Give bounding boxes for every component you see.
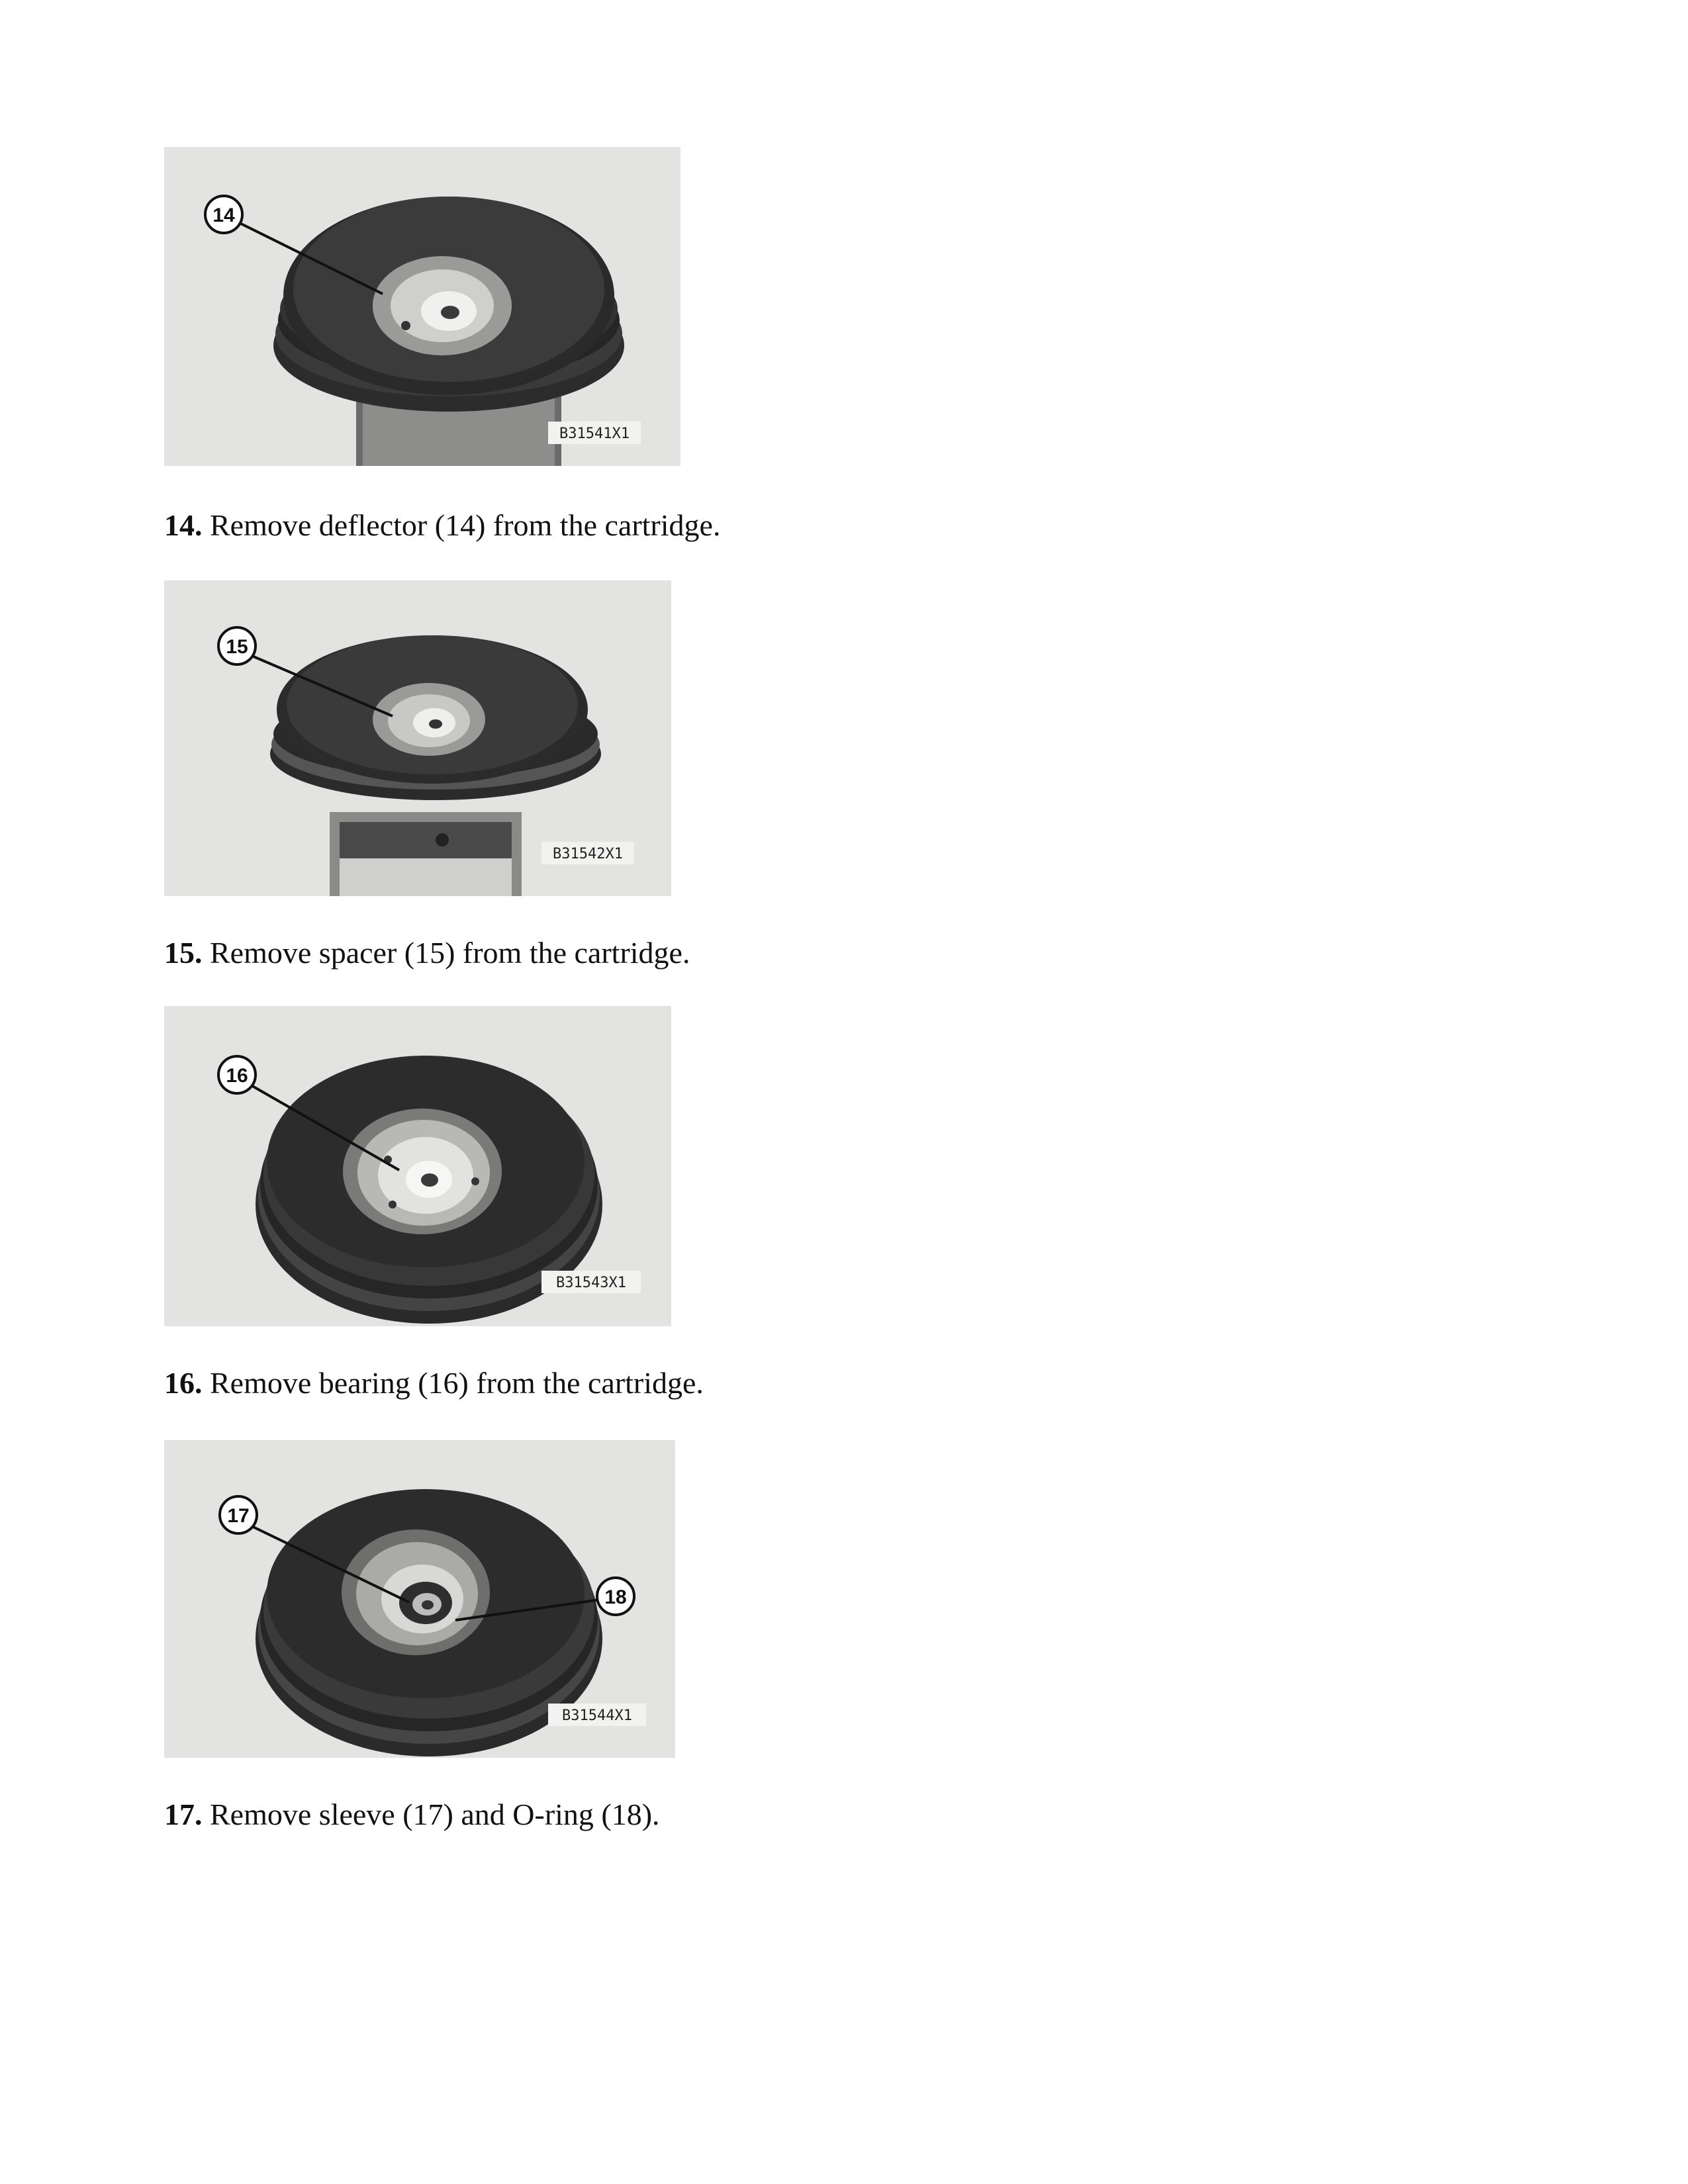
callout-label-17: 17 — [227, 1505, 250, 1527]
cartridge-photo-sleeve-oring — [164, 1440, 675, 1758]
step-17-caption — [164, 1796, 660, 1833]
figure-step-17 — [164, 1440, 675, 1758]
step-text: Remove deflector (14) from the cartridge. — [202, 508, 721, 542]
callout-label-14: 14 — [212, 205, 235, 226]
figure-code: B31542X1 — [553, 846, 623, 862]
callout-label-16: 16 — [226, 1065, 248, 1087]
step-text: Remove spacer (15) from the cartridge. — [202, 936, 690, 970]
figure-step-16 — [164, 1006, 671, 1326]
callout-label-15: 15 — [226, 636, 248, 658]
figure-code: B31543X1 — [556, 1275, 626, 1291]
step-number: 17. — [164, 1797, 203, 1831]
step-number: 16. — [164, 1366, 203, 1400]
step-text: Remove bearing (16) from the cartridge. — [202, 1366, 704, 1400]
step-16-caption — [164, 1365, 704, 1402]
step-number: 14. — [164, 508, 203, 542]
cartridge-photo-deflector — [164, 147, 680, 466]
callout-label-18: 18 — [604, 1586, 627, 1608]
step-14-caption — [164, 507, 720, 544]
step-text: Remove sleeve (17) and O-ring (18). — [202, 1797, 660, 1831]
step-number: 15. — [164, 936, 203, 970]
cartridge-photo-spacer — [164, 580, 671, 896]
figure-code: B31541X1 — [559, 426, 630, 442]
figure-step-15 — [164, 580, 671, 896]
figure-step-14 — [164, 147, 680, 466]
figure-code: B31544X1 — [562, 1707, 632, 1724]
cartridge-photo-bearing — [164, 1006, 671, 1326]
step-15-caption — [164, 934, 690, 972]
